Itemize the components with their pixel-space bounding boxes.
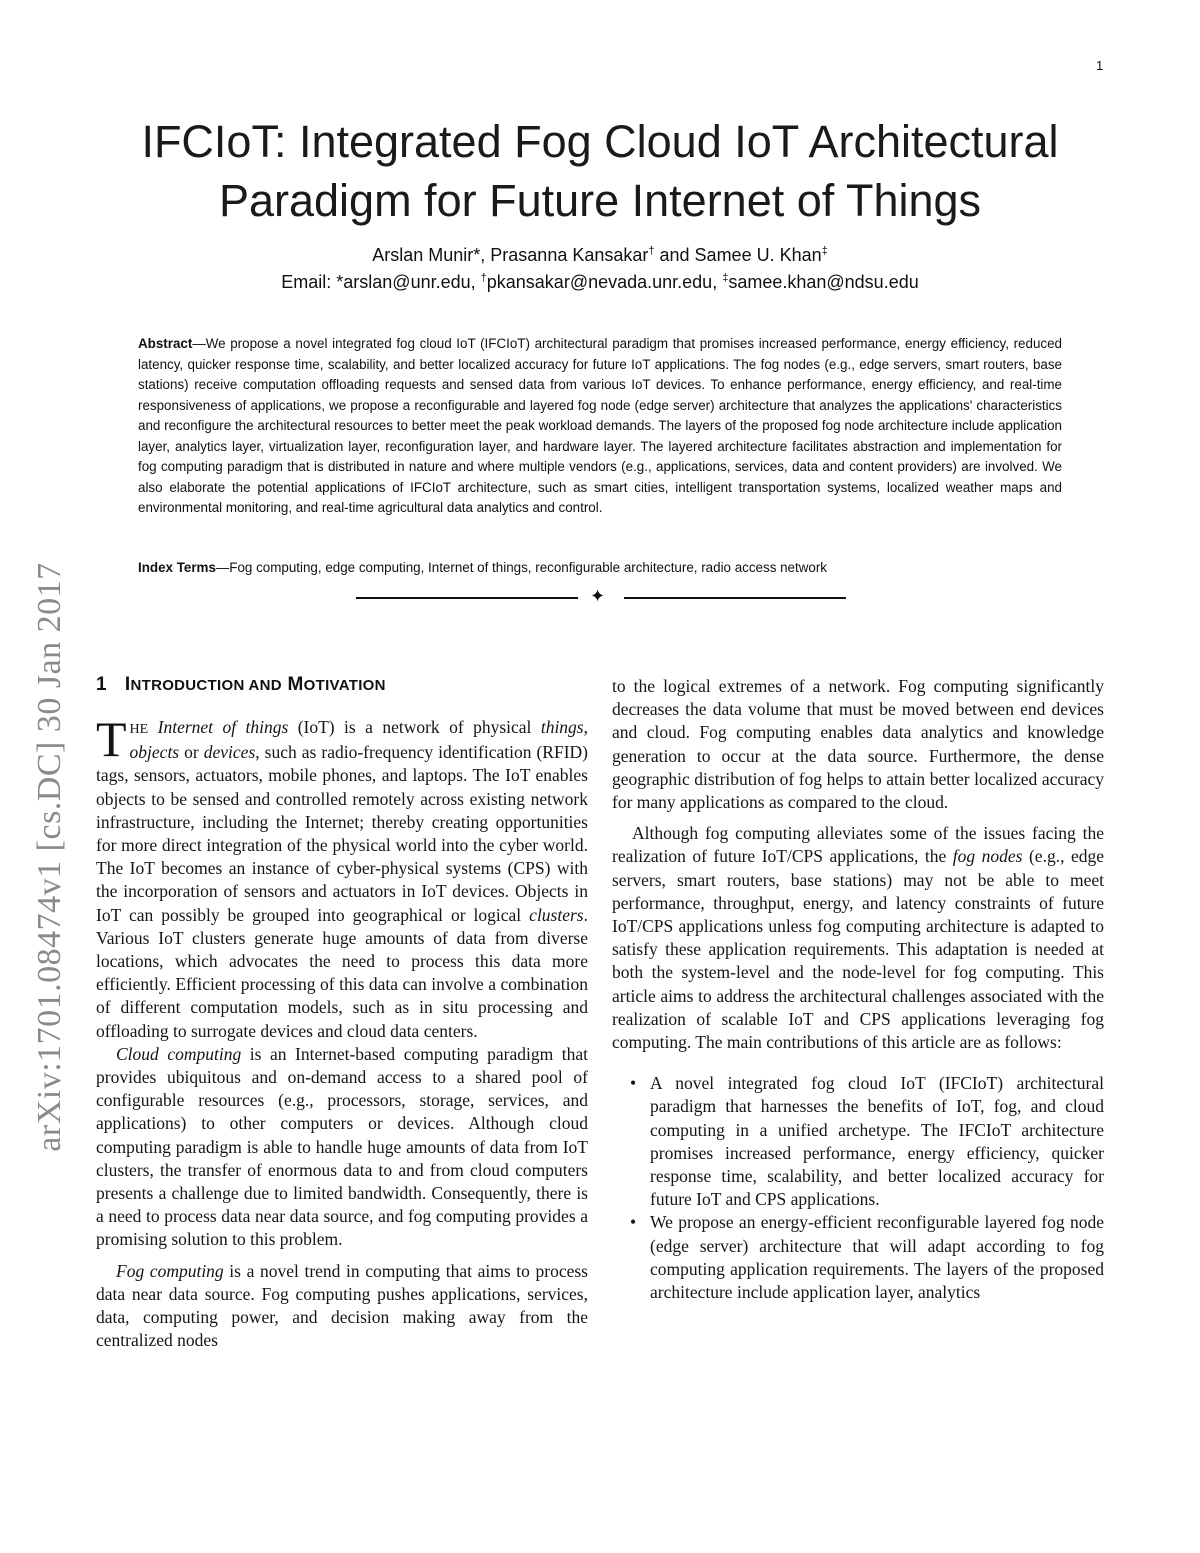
emphasis-term: fog nodes (952, 846, 1023, 867)
authors-text-1: Arslan Munir*, Prasanna Kansakar (372, 245, 649, 265)
list-item-text: We propose an energy-efficient reconfigurable layered fog node (edge server) architecture that will adapt according to fog computing application requirements. The layers of the proposed architecture include application layer, analytics (650, 1212, 1104, 1303)
text-run: or (179, 742, 204, 763)
affiliation-mark-dagger: † (648, 245, 655, 257)
index-terms-text: —Fog computing, edge computing, Internet of things, reconfigurable architecture, radio access network (215, 560, 827, 575)
text-run: (e.g., edge servers, smart routers, base stations) may not be able to meet performance, throughput, energy, and latency constraints of future IoT/CPS applications unless fog computing architecture is adapted to satisfy these application requirements. This adaptation is needed at both the system-level and the node-level for fog computing. This article aims to address the architectural challenges associated with the realization of scalable IoT and CPS applications leveraging fog computing. The main contributions of this article are as follows: (612, 846, 1104, 1053)
intro-paragraph-2 (96, 1043, 588, 1252)
emphasis-term: objects (129, 742, 180, 763)
email-mark-dagger: † (480, 272, 487, 284)
author-emails (60, 272, 1140, 293)
divider-diamond-icon: ✦ (590, 586, 606, 606)
section-title-part-1: NTRODUCTION AND (130, 677, 282, 694)
intro-paragraph-5 (612, 822, 1104, 1054)
text-run: is a novel trend in computing that aims to process data near data source. Fog computing pushes applications, services, data, computing power, and decision making away from the centralized nodes (96, 1260, 588, 1351)
email-kansakar[interactable]: pkansakar@nevada.unr.edu, (486, 272, 723, 292)
section-title-part-2: OTIVATION (303, 677, 386, 694)
emphasis-term: Internet of things (157, 717, 289, 737)
list-item (612, 1072, 1104, 1211)
text-run: . Various IoT clusters generate huge amounts of data from diverse locations, which advocates the need to process this data more efficiently. Efficient processing of this data can involve a combination of different computation models, such as in situ processing and offloading to surrogate devices and cloud data centers. (96, 904, 588, 1041)
section-number: 1 (96, 674, 107, 695)
author-list (60, 245, 1140, 266)
text-run: is an Internet-based computing paradigm that provides ubiquitous and on-demand access to a shared pool of configurable resources (e.g., processors, storage, services, and applications) to other computers or devices. Although cloud computing paradigm is able to handle huge amounts of data from IoT clusters, the transfer of enormous data to and from cloud computers presents a challenge due to limited bandwidth. Consequently, there is a need to process data near data source, and fog computing provides a promising solution to this problem. (96, 1043, 588, 1250)
list-item-text: A novel integrated fog cloud IoT (IFCIoT) architectural paradigm that harnesses the benefits of IoT, fog, and cloud computing in a unified archetype. The IFCIoT architecture promises increased performance, energy efficiency, quicker response time, scalability, and better localized accuracy for future IoT and CPS applications. (650, 1073, 1104, 1210)
page-number: 1 (1096, 58, 1104, 73)
divider-line-right (624, 597, 846, 599)
email-prefix: Email: *arslan@unr.edu, (281, 272, 481, 292)
text-run: (IoT) is a network of physical (288, 717, 541, 737)
left-column (96, 711, 588, 1352)
affiliation-mark-double-dagger: ‡ (821, 245, 828, 257)
emphasis-term: devices (203, 742, 256, 763)
intro-paragraph-4: to the logical extremes of a network. Fog computing significantly decreases the data volume that must be moved between end devices and cloud. Fog computing enables data analytics and knowledge generation to occur at the data source. Furthermore, the dense geographic distribution of fog helps to attain better localized accuracy for many applications as compared to the cloud. (612, 676, 1104, 813)
divider-line-left (356, 597, 578, 599)
section-title-initial-1: I (124, 674, 131, 695)
emphasis-term: clusters (529, 904, 584, 925)
abstract (138, 334, 1062, 519)
section-title-initial-2: M (287, 674, 304, 695)
email-khan[interactable]: samee.khan@ndsu.edu (728, 272, 919, 292)
section-heading (96, 674, 386, 696)
emphasis-term: Fog computing (116, 1260, 224, 1281)
email-mark-double-dagger: ‡ (722, 272, 729, 284)
right-column (612, 675, 1104, 1304)
text-run (148, 717, 157, 737)
index-terms (138, 558, 1062, 579)
bullet-icon: • (630, 1212, 637, 1233)
emphasis-term: things (540, 717, 584, 737)
abstract-label: Abstract (138, 336, 193, 351)
emphasis-term: Cloud computing (116, 1043, 242, 1064)
arxiv-stamp: arXiv:1701.08474v1 [cs.DC] 30 Jan 2017 (31, 562, 68, 1152)
text-run: Although fog computing alleviates some of the issues facing the realization of future IoT/CPS applications, the (612, 823, 1104, 867)
small-caps-lead: HE (129, 722, 149, 737)
intro-paragraph-1 (96, 711, 588, 1043)
abstract-text: —We propose a novel integrated fog cloud IoT (IFCIoT) architectural paradigm that promises increased performance, energy efficiency, reduced latency, quicker response time, scalability, and better localized accuracy for future IoT applications. The fog nodes (e.g., edge servers, smart routers, base stations) receive computation offloading requests and sensed data from various IoT devices. To enhance performance, energy efficiency, and real-time responsiveness of applications, we propose a reconfigurable and layered fog node (edge server) architecture that analyzes the applications' characteristics and reconfigure the architectural resources to better meet the peak workload demands. The layers of the proposed fog node architecture include application layer, analytics layer, virtualization layer, reconfiguration layer, and hardware layer. The layered architecture facilitates abstraction and implementation for fog computing paradigm that is distributed in nature and where multiple vendors (e.g., applications, services, data and content providers) are involved. We also elaborate the potential applications of IFCIoT architecture, such as smart cities, intelligent transportation systems, localized weather maps and environmental monitoring, and real-time agricultural data analytics and control. (138, 336, 1062, 515)
index-terms-label: Index Terms (138, 560, 216, 575)
bullet-icon: • (630, 1073, 637, 1094)
contributions-list (612, 1072, 1104, 1304)
drop-cap: T (96, 711, 127, 767)
list-item (612, 1211, 1104, 1304)
paper-title: IFCIoT: Integrated Fog Cloud IoT Architectural Paradigm for Future Internet of Things (141, 116, 1059, 226)
authors-text-2: and Samee U. Khan (654, 245, 822, 265)
intro-paragraph-3 (96, 1260, 588, 1353)
text-run: , (583, 717, 588, 737)
text-run: , such as radio-frequency identification (RFID) tags, sensors, actuators, mobile phones, and laptops. The IoT enables objects to be sensed and controlled remotely across existing network infrastructure, including the Internet; thereby creating opportunities for more direct integration of the physical world into the cyber world. The IoT becomes an instance of cyber-physical systems (CPS) with the incorporation of sensors and actuators in IoT devices. Objects in IoT can possibly be grouped into geographical or logical (96, 742, 588, 925)
